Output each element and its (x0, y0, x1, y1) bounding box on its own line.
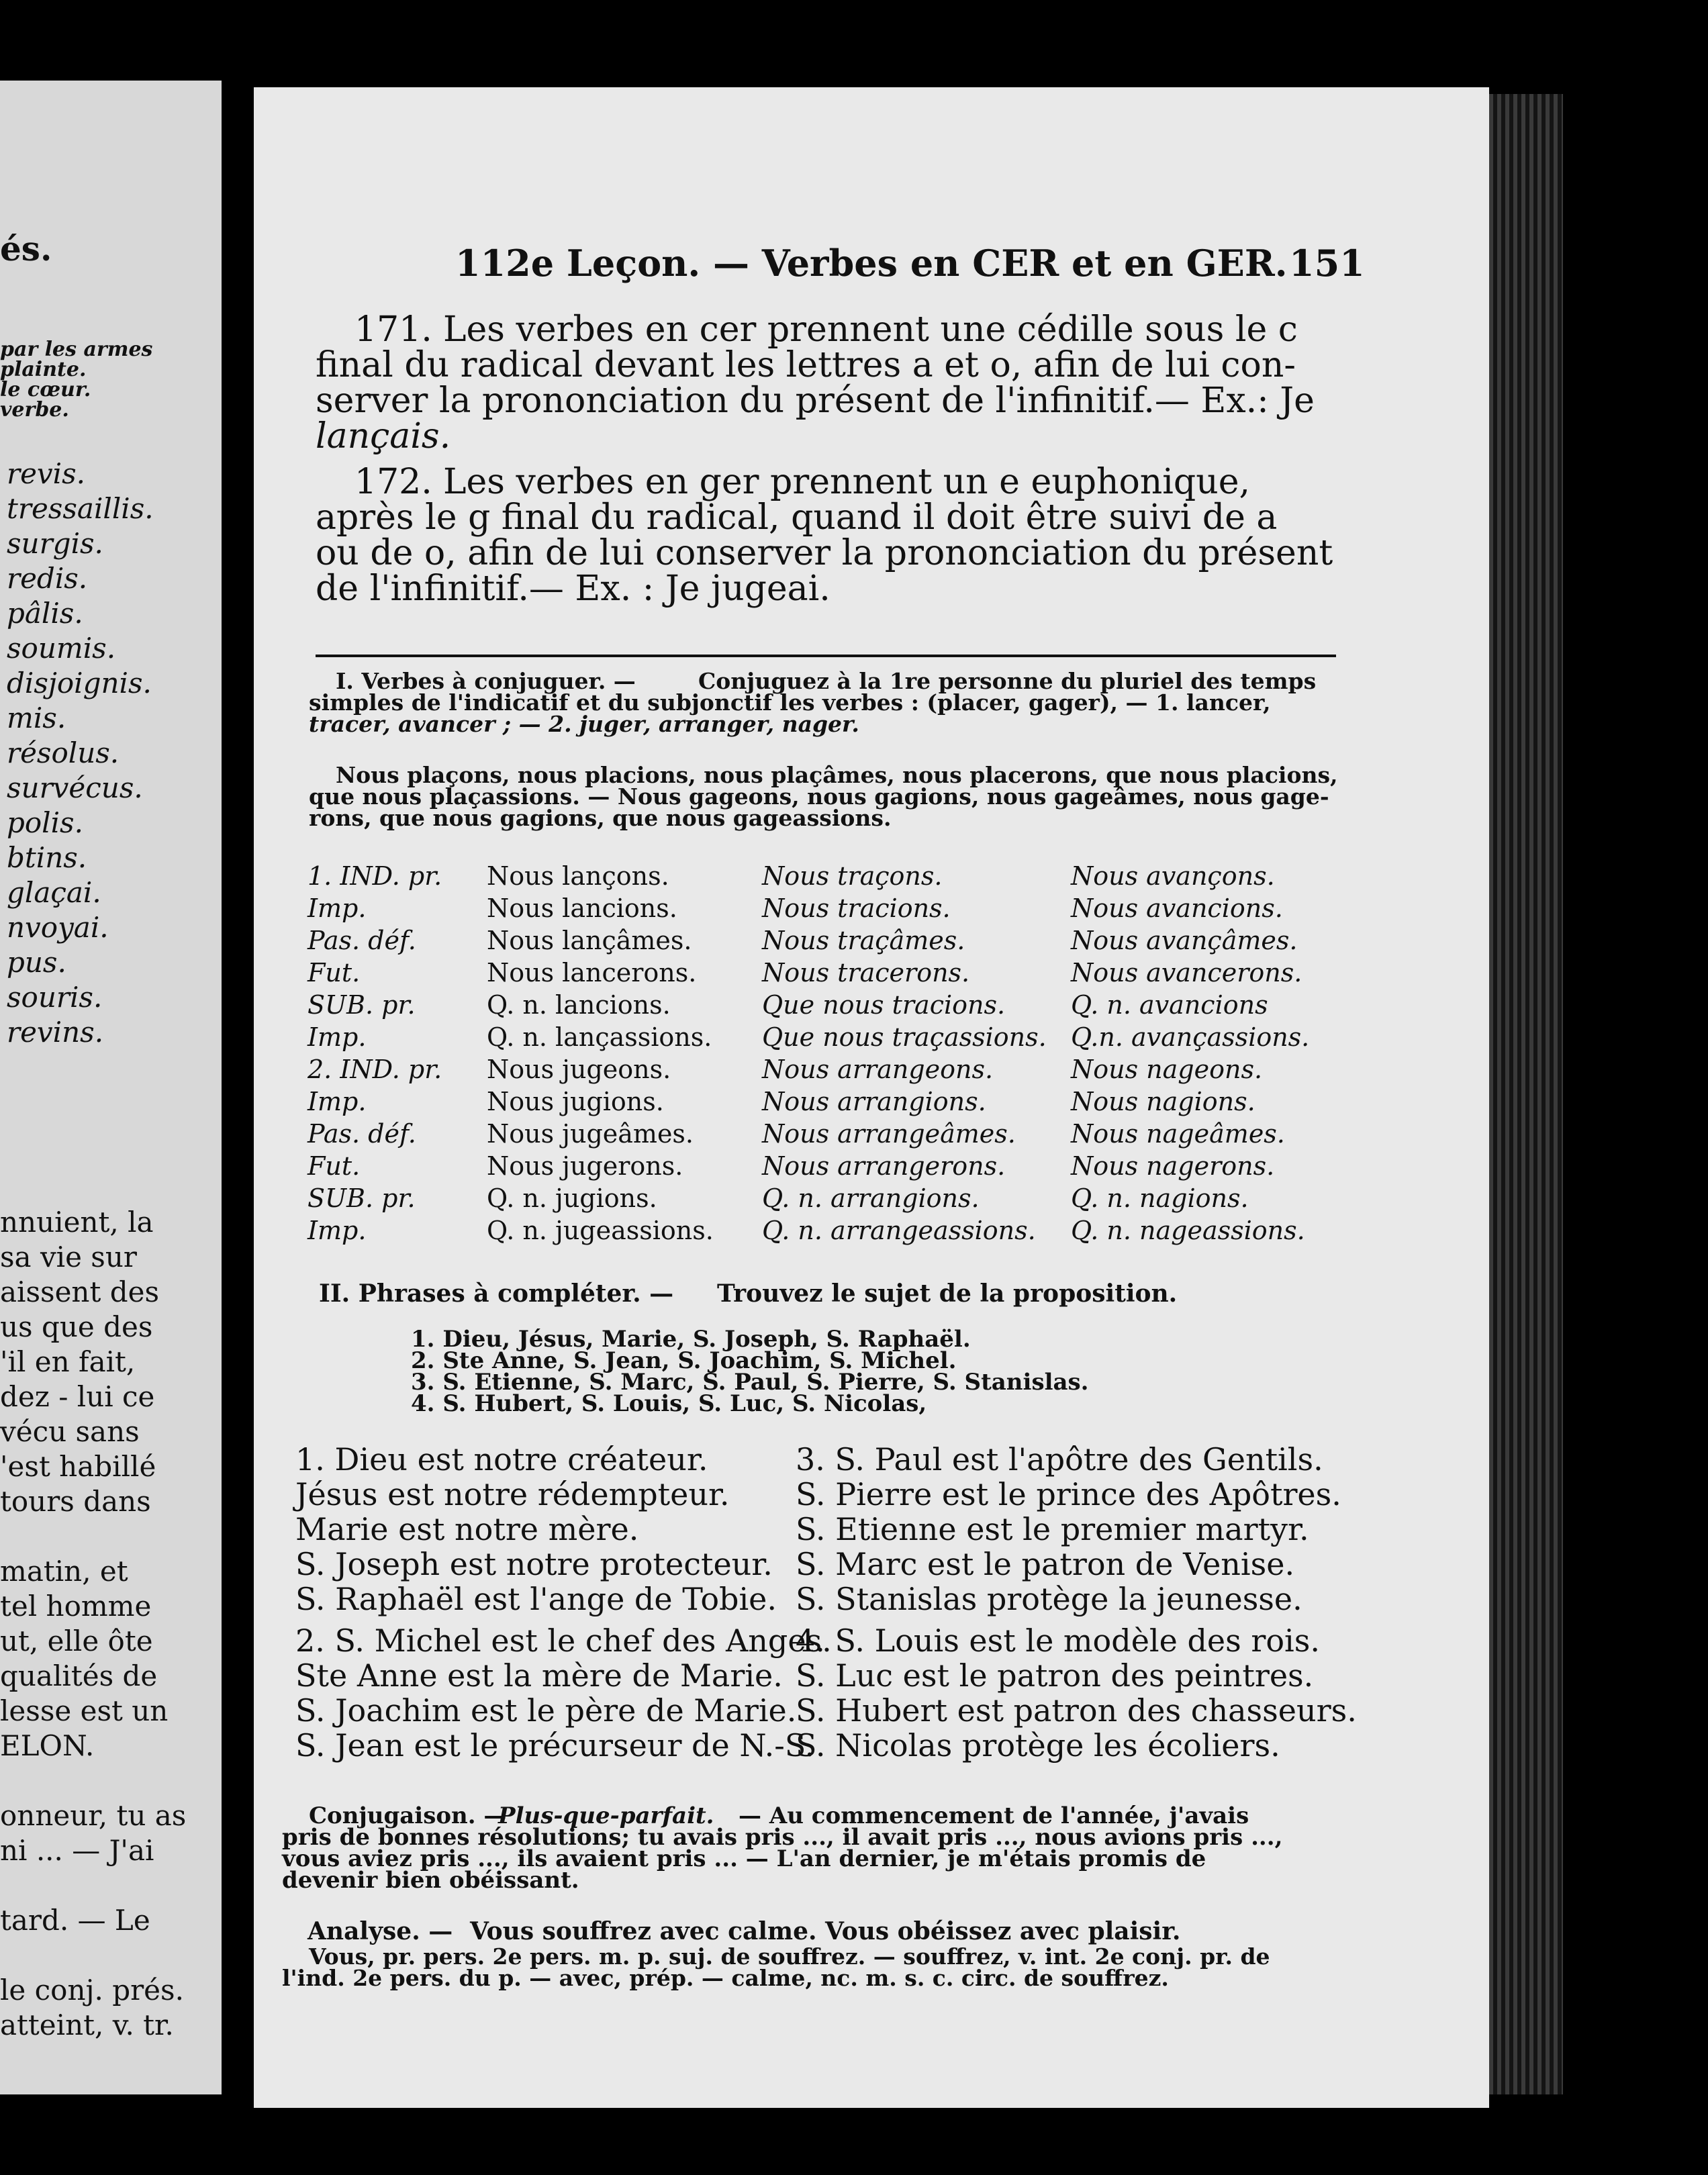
answer-right: 4. S. Louis est le modèle des rois. (796, 1623, 1320, 1659)
left-top-line: le cœur. (0, 378, 91, 401)
left-verb: btins. (7, 841, 87, 874)
saints-list: 3. S. Etienne, S. Marc, S. Paul, S. Pierre, S. Stanislas. (411, 1369, 1089, 1396)
conj-row-label: SUB. pr. (307, 990, 416, 1020)
section-divider (316, 655, 1336, 657)
saints-list: 4. S. Hubert, S. Louis, S. Luc, S. Nicolas, (411, 1390, 927, 1417)
conj-cell: Q. n. jugeassions. (487, 1216, 714, 1245)
conj-row-label: 1. IND. pr. (307, 861, 442, 891)
conj-row-label: Fut. (307, 958, 361, 987)
conjugaison-line: pris de bonnes résolutions; tu avais pris ..., il avait pris ..., nous avions pris ..., (282, 1824, 1283, 1851)
left-text-line: sa vie sur (0, 1241, 137, 1273)
conj-cell: Nous nageons. (1071, 1055, 1263, 1084)
left-text-line: dez - lui ce (0, 1380, 155, 1413)
conj-cell: Q. n. nagions. (1071, 1183, 1249, 1213)
conj-cell: Nous nagerons. (1071, 1151, 1275, 1181)
left-verb: glaçai. (7, 876, 101, 909)
answer-left: Jésus est notre rédempteur. (295, 1476, 730, 1512)
rule-171-line: server la prononciation du présent de l'infinitif.— Ex.: Je (316, 381, 1315, 421)
conj-cell: Nous lancions. (487, 893, 677, 923)
lesson-header: 112e Leçon. — Verbes en CER et en GER. (455, 242, 1288, 285)
conj-cell: Nous tracerons. (762, 958, 970, 987)
conj-cell: Q. n. arrangeassions. (762, 1216, 1036, 1245)
left-verb: pus. (7, 946, 66, 979)
conjugaison-line: vous aviez pris ..., ils avaient pris ... — L'an dernier, je m'étais promis de (282, 1845, 1206, 1872)
rule-172-line: Les verbes en ger prennent un e euphonique, (443, 462, 1250, 502)
rule-171-number: 171. (354, 309, 432, 350)
conj-cell: Nous jugerons. (487, 1151, 683, 1181)
left-text-line: aissent des (0, 1275, 160, 1308)
left-text-line: le conj. prés. (0, 1974, 184, 2007)
exercise-1-example: Nous plaçons, nous placions, nous plaçâmes, nous placerons, que nous placions, (336, 762, 1338, 788)
left-verb: revis. (7, 457, 85, 490)
left-verb: polis. (7, 806, 83, 839)
conjugaison-line: — Au commencement de l'année, j'avais (739, 1802, 1249, 1829)
conj-cell: Nous lancerons. (487, 958, 697, 987)
exercise-2-title: II. Phrases à compléter. — (319, 1279, 674, 1308)
rule-171-line: final du radical devant les lettres a et o, afin de lui con- (316, 345, 1296, 385)
conj-cell: Nous jugions. (487, 1087, 664, 1116)
conj-row-label: SUB. pr. (307, 1183, 416, 1213)
analyse-title: Analyse. — (307, 1917, 453, 1945)
conj-cell: Nous traçâmes. (762, 926, 965, 955)
conj-cell: Nous avançons. (1071, 861, 1275, 891)
answer-right: S. Luc est le patron des peintres. (796, 1657, 1314, 1694)
conj-cell: Q. n. lançassions. (487, 1022, 712, 1052)
exercise-1-instruction: tracer, avancer ; — 2. juger, arranger, nager. (309, 711, 859, 737)
exercise-2-instruction: Trouvez le sujet de la proposition. (717, 1279, 1178, 1308)
conj-cell: Nous arrangeâmes. (762, 1119, 1016, 1149)
conj-cell: Nous jugeâmes. (487, 1119, 694, 1149)
answer-left: S. Joachim est le père de Marie. (295, 1692, 797, 1729)
rule-172-line: de l'infinitif.— Ex. : Je jugeai. (316, 569, 831, 609)
left-text-line: atteint, v. tr. (0, 2009, 174, 2041)
conj-cell: Nous avançâmes. (1071, 926, 1298, 955)
left-verb: souris. (7, 981, 103, 1014)
left-top-line: verbe. (0, 398, 69, 422)
left-text-line: lesse est un (0, 1694, 169, 1727)
conj-cell: Nous tracions. (762, 893, 951, 923)
left-text-line: tours dans (0, 1485, 151, 1518)
left-text-line: tel homme (0, 1590, 152, 1623)
conjugaison-line: devenir bien obéissant. (282, 1867, 579, 1894)
conj-cell: Nous arrangions. (762, 1087, 986, 1116)
conj-cell: Nous arrangerons. (762, 1151, 1006, 1181)
conj-row-label: 2. IND. pr. (307, 1055, 442, 1084)
exercise-1-title: I. Verbes à conjuguer. — (336, 668, 636, 694)
rule-172-line: ou de o, afin de lui conserver la prononciation du présent (316, 533, 1333, 573)
left-text-line: nnuient, la (0, 1206, 154, 1239)
conj-cell: Nous jugeons. (487, 1055, 671, 1084)
left-text-line: vécu sans (0, 1415, 140, 1448)
left-verb: revins. (7, 1016, 104, 1049)
left-verb: survécus. (7, 771, 143, 804)
answer-left: 1. Dieu est notre créateur. (295, 1441, 708, 1478)
answer-right: 3. S. Paul est l'apôtre des Gentils. (796, 1441, 1323, 1478)
conj-cell: Nous lançons. (487, 861, 669, 891)
conj-cell: Nous avancerons. (1071, 958, 1302, 987)
left-verb: mis. (7, 702, 66, 734)
left-verb: résolus. (7, 736, 120, 769)
left-text-line: qualités de (0, 1659, 158, 1692)
analyse-sentence: Vous souffrez avec calme. Vous obéissez avec plaisir. (470, 1917, 1181, 1945)
answer-right: S. Nicolas protège les écoliers. (796, 1727, 1280, 1763)
left-verb: disjoignis. (7, 667, 152, 699)
answer-left: 2. S. Michel est le chef des Anges. (295, 1623, 832, 1659)
left-text-line: us que des (0, 1310, 153, 1343)
answer-right: S. Etienne est le premier martyr. (796, 1511, 1309, 1547)
conj-row-label: Pas. déf. (307, 926, 416, 955)
left-text-line: ni ... — J'ai (0, 1834, 154, 1867)
exercise-1-instruction: simples de l'indicatif et du subjonctif les verbes : (placer, gager), — 1. lancer, (309, 689, 1271, 716)
exercise-1-example: rons, que nous gagions, que nous gageassions. (309, 805, 892, 831)
conj-cell: Q. n. jugions. (487, 1183, 657, 1213)
left-verb: tressaillis. (7, 492, 154, 525)
conj-cell: Nous nageâmes. (1071, 1119, 1285, 1149)
answer-left: S. Raphaël est l'ange de Tobie. (295, 1581, 777, 1617)
conj-cell: Q. n. avancions (1071, 990, 1268, 1020)
left-page (0, 81, 222, 2094)
conjugaison-tense: Plus-que-parfait. (498, 1802, 714, 1829)
left-verb: surgis. (7, 527, 103, 560)
left-top-line: par les armes (0, 338, 153, 361)
conj-cell: Que nous traçassions. (762, 1022, 1047, 1052)
saints-list: 1. Dieu, Jésus, Marie, S. Joseph, S. Raphaël. (411, 1326, 971, 1353)
left-verb: redis. (7, 562, 88, 595)
conj-row-label: Imp. (307, 893, 367, 923)
conj-cell: Que nous tracions. (762, 990, 1006, 1020)
analyse-line: Vous, pr. pers. 2e pers. m. p. suj. de souffrez. — souffrez, v. int. 2e conj. pr. de (309, 1943, 1270, 1970)
conj-row-label: Imp. (307, 1087, 367, 1116)
left-header-fragment: és. (0, 229, 52, 269)
rule-171-line: Les verbes en cer prennent une cédille sous le c (443, 309, 1298, 350)
answer-right: S. Hubert est patron des chasseurs. (796, 1692, 1357, 1729)
conj-cell: Nous traçons. (762, 861, 943, 891)
conj-cell: Nous nagions. (1071, 1087, 1255, 1116)
conj-row-label: Imp. (307, 1022, 367, 1052)
conj-cell: Nous lançâmes. (487, 926, 692, 955)
rule-172-line: après le g final du radical, quand il doit être suivi de a (316, 497, 1278, 538)
conj-cell: Q. n. lancions. (487, 990, 671, 1020)
left-text-line: ELON. (0, 1729, 95, 1762)
analyse-line: l'ind. 2e pers. du p. — avec, prép. — calme, nc. m. s. c. circ. de souffrez. (282, 1965, 1169, 1991)
conj-cell: Q. n. arrangions. (762, 1183, 980, 1213)
page-number: 151 (1289, 242, 1365, 285)
conj-cell: Q. n. nageassions. (1071, 1216, 1305, 1245)
answer-right: S. Marc est le patron de Venise. (796, 1546, 1295, 1582)
left-verb: nvoyai. (7, 911, 109, 944)
rule-171-line: lançais. (316, 416, 451, 456)
saints-list: 2. Ste Anne, S. Jean, S. Joachim, S. Michel. (411, 1347, 957, 1374)
page-edges (1489, 94, 1563, 2094)
rule-172-number: 172. (354, 462, 432, 502)
left-text-line: onneur, tu as (0, 1799, 187, 1832)
answer-right: S. Pierre est le prince des Apôtres. (796, 1476, 1341, 1512)
answer-left: S. Jean est le précurseur de N.-S. (295, 1727, 815, 1763)
conj-cell: Nous arrangeons. (762, 1055, 994, 1084)
conj-row-label: Imp. (307, 1216, 367, 1245)
left-text-line: ut, elle ôte (0, 1625, 153, 1657)
left-top-line: plainte. (0, 358, 87, 381)
left-verb: soumis. (7, 632, 116, 665)
left-text-line: 'il en fait, (0, 1345, 136, 1378)
answer-left: S. Joseph est notre protecteur. (295, 1546, 773, 1582)
left-text-line: 'est habillé (0, 1450, 156, 1483)
exercise-1-instruction: Conjuguez à la 1re personne du pluriel des temps (698, 668, 1317, 694)
exercise-1-example: que nous plaçassions. — Nous gageons, nous gagions, nous gageâmes, nous gage- (309, 783, 1329, 810)
conj-row-label: Fut. (307, 1151, 361, 1181)
answer-left: Ste Anne est la mère de Marie. (295, 1657, 783, 1694)
left-text-line: tard. — Le (0, 1904, 150, 1937)
answer-right: S. Stanislas protège la jeunesse. (796, 1581, 1302, 1617)
conj-row-label: Pas. déf. (307, 1119, 416, 1149)
conj-cell: Nous avancions. (1071, 893, 1283, 923)
answer-left: Marie est notre mère. (295, 1511, 639, 1547)
conjugaison-title: Conjugaison. — (309, 1802, 507, 1829)
left-text-line: matin, et (0, 1555, 128, 1588)
conj-cell: Q.n. avançassions. (1071, 1022, 1310, 1052)
left-verb: pâlis. (7, 597, 83, 630)
